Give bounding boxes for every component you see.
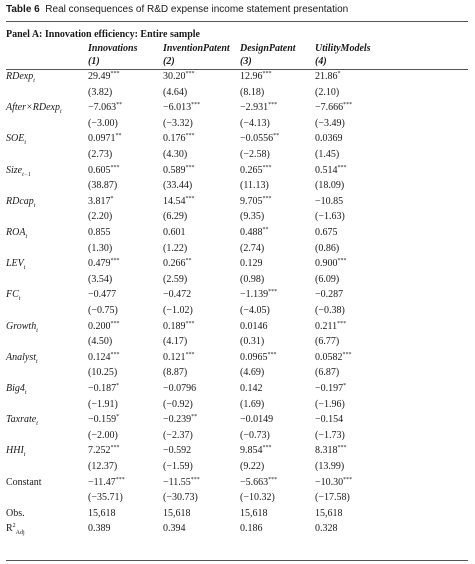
t-stat-cell: (−1.73) — [315, 429, 345, 441]
footer-cell: 0.394 — [163, 523, 186, 535]
t-stat-cell: (−1.59) — [163, 461, 193, 472]
row-label: Analyst$_t$ — [6, 351, 38, 365]
t-stat-cell: (4.69) — [240, 367, 265, 379]
coef-cell: −0.154 — [315, 414, 344, 426]
coef-cell: −7.666*** — [315, 102, 353, 114]
t-stat-cell: (1.69) — [240, 398, 265, 410]
t-stat-cell: (−0.73) — [240, 429, 270, 441]
coef-cell: 0.189*** — [163, 320, 195, 332]
coef-cell: −0.287 — [315, 289, 344, 301]
t-stat-cell: (−30.73) — [163, 492, 198, 504]
col-num-1: (1) — [88, 56, 100, 67]
t-stat-cell: (−4.13) — [240, 117, 270, 129]
col-num-2: (2) — [163, 56, 175, 67]
coef-cell: −0.0796 — [163, 383, 197, 394]
col-num-4: (4) — [315, 56, 327, 67]
t-stat-cell: (8.18) — [240, 86, 265, 98]
row-label: Obs. — [6, 507, 25, 519]
row-label: RDexp$_t$ — [6, 71, 35, 84]
coef-cell: 0.129 — [240, 258, 263, 270]
coef-cell: 0.211*** — [315, 320, 347, 332]
t-stat-cell: (11.13) — [240, 180, 269, 192]
t-stat-cell: (0.31) — [240, 336, 265, 348]
t-stat-cell: (−3.00) — [88, 117, 118, 129]
table-title: Real consequences of R&D expense income statement presentation — [45, 4, 349, 15]
coef-cell: 0.266** — [163, 258, 192, 270]
footer-cell: 0.389 — [88, 523, 111, 535]
footer-cell: 15,618 — [163, 507, 191, 519]
coef-cell: 3.817* — [88, 195, 114, 207]
coef-cell: 0.0582*** — [315, 351, 352, 363]
row-label: $HHI_t$ — [6, 445, 26, 459]
coef-cell: 0.0971** — [88, 133, 122, 145]
coef-cell: 0.176*** — [163, 133, 195, 145]
footer-cell: 0.186 — [240, 523, 263, 535]
t-stat-cell: (−2.58) — [240, 149, 270, 160]
coef-cell: 0.601 — [163, 227, 186, 238]
t-stat-cell: (12.37) — [88, 461, 118, 472]
coef-cell: −2.931*** — [240, 102, 278, 114]
t-stat-cell: (−10.32) — [240, 492, 275, 504]
t-stat-cell: (−35.71) — [88, 492, 123, 504]
coef-cell: −0.197* — [315, 383, 347, 394]
coef-cell: 0.855 — [88, 227, 111, 238]
t-stat-cell: (6.77) — [315, 336, 340, 348]
bottom-rule — [6, 560, 468, 561]
footer-cell: 0.328 — [315, 523, 338, 535]
t-stat-cell: (−2.37) — [163, 429, 193, 441]
col-header-utility-models: UtilityModels — [315, 43, 371, 54]
t-stat-cell: (3.82) — [88, 86, 113, 98]
row-label: $ROA_t$ — [6, 227, 28, 240]
coef-cell: 0.265*** — [240, 164, 272, 176]
t-stat-cell: (−1.96) — [315, 398, 345, 410]
coef-cell: 0.142 — [240, 383, 263, 394]
coef-cell: 0.488** — [240, 227, 269, 238]
row-label: $SOE_t$ — [6, 133, 27, 147]
coef-cell: −11.47*** — [88, 476, 125, 488]
footer-cell: 15,618 — [315, 507, 343, 519]
coef-cell: 0.124*** — [88, 351, 120, 363]
t-stat-cell: (10.25) — [88, 367, 118, 379]
row-label: Growth$_t$ — [6, 320, 38, 334]
t-stat-cell: (13.99) — [315, 461, 345, 472]
coef-cell: −0.187* — [88, 383, 120, 394]
row-label: $R^2_{Adj}$ — [6, 523, 25, 537]
coef-cell: 8.318*** — [315, 445, 347, 457]
t-stat-cell: (8.87) — [163, 367, 188, 379]
footer-cell: 15,618 — [240, 507, 268, 519]
t-stat-cell: (−3.32) — [163, 117, 193, 129]
coef-cell: −1.139*** — [240, 289, 278, 301]
t-stat-cell: (−1.63) — [315, 211, 345, 223]
coef-cell: −7.063** — [88, 102, 123, 114]
coef-cell: 0.0369 — [315, 133, 343, 145]
coef-cell: 7.252*** — [88, 445, 120, 457]
coef-cell: 0.121*** — [163, 351, 195, 363]
row-label: After×RDexp$_t$ — [6, 102, 62, 116]
coef-cell: 0.900*** — [315, 258, 347, 270]
coef-cell: −0.159* — [88, 414, 120, 426]
coef-cell: 9.705*** — [240, 195, 272, 207]
t-stat-cell: (−4.05) — [240, 305, 270, 316]
coef-cell: 29.49*** — [88, 71, 120, 82]
row-label: RDcap$_t$ — [6, 195, 36, 209]
coef-cell: −0.472 — [163, 289, 192, 301]
coef-cell: −0.0149 — [240, 414, 274, 426]
row-label: Constant — [6, 476, 42, 488]
coef-cell: −5.663*** — [240, 476, 278, 488]
coef-cell: 12.96*** — [240, 71, 272, 82]
t-stat-cell: (−1.02) — [163, 305, 193, 316]
coef-cell: 9.854*** — [240, 445, 272, 457]
t-stat-cell: (0.86) — [315, 242, 340, 254]
t-stat-cell: (6.87) — [315, 367, 340, 379]
col-header-design-patent: DesignPatent — [240, 43, 296, 54]
t-stat-cell: (2.74) — [240, 242, 265, 254]
t-stat-cell: (−2.00) — [88, 429, 118, 441]
col-header-invention-patent: InventionPatent — [163, 43, 230, 54]
row-label: Taxrate$_t$ — [6, 414, 38, 428]
coef-cell: −10.85 — [315, 195, 344, 207]
t-stat-cell: (6.29) — [163, 211, 188, 223]
table-number: Table 6 — [6, 4, 40, 15]
panel-title: Panel A: Innovation efficiency: Entire sample — [6, 29, 200, 40]
t-stat-cell: (2.20) — [88, 211, 113, 223]
t-stat-cell: (−0.92) — [163, 398, 193, 410]
coef-cell: 21.86* — [315, 71, 341, 82]
t-stat-cell: (9.35) — [240, 211, 265, 223]
coef-cell: −0.592 — [163, 445, 192, 457]
coef-cell: 30.20*** — [163, 71, 195, 82]
t-stat-cell: (9.22) — [240, 461, 265, 472]
row-label: $Big4_t$ — [6, 383, 27, 396]
coef-cell: 14.54*** — [163, 195, 195, 207]
t-stat-cell: (1.22) — [163, 242, 188, 254]
coef-cell: −10.30*** — [315, 476, 353, 488]
t-stat-cell: (−1.91) — [88, 398, 118, 410]
t-stat-cell: (2.10) — [315, 86, 340, 98]
t-stat-cell: (6.09) — [315, 273, 340, 285]
coef-cell: 0.200*** — [88, 320, 120, 332]
t-stat-cell: (3.54) — [88, 273, 113, 285]
coef-cell: 0.0146 — [240, 320, 268, 332]
footer-cell: 15,618 — [88, 507, 116, 519]
t-stat-cell: (1.30) — [88, 242, 113, 254]
row-label: $LEV_t$ — [6, 258, 26, 272]
coef-cell: −0.239** — [163, 414, 198, 426]
coef-cell: 0.479*** — [88, 258, 120, 270]
t-stat-cell: (33.44) — [163, 180, 193, 192]
coef-cell: −6.013*** — [163, 102, 201, 114]
row-label: Size$_{t-1}$ — [6, 164, 31, 178]
t-stat-cell: (−3.49) — [315, 117, 345, 129]
t-stat-cell: (2.73) — [88, 149, 113, 160]
t-stat-cell: (4.50) — [88, 336, 113, 348]
t-stat-cell: (18.09) — [315, 180, 345, 192]
coef-cell: 0.589*** — [163, 164, 195, 176]
t-stat-cell: (2.59) — [163, 273, 188, 285]
t-stat-cell: (1.45) — [315, 149, 340, 160]
coef-cell: −11.55*** — [163, 476, 200, 488]
col-header-innovations: Innovations — [88, 43, 138, 54]
t-stat-cell: (−17.58) — [315, 492, 350, 504]
coef-cell: 0.0965*** — [240, 351, 277, 363]
coef-cell: 0.605*** — [88, 164, 120, 176]
col-num-3: (3) — [240, 56, 252, 67]
t-stat-cell: (−0.38) — [315, 305, 345, 316]
t-stat-cell: (38.87) — [88, 180, 118, 192]
coef-cell: −0.0556** — [240, 133, 280, 145]
t-stat-cell: (4.30) — [163, 149, 188, 160]
t-stat-cell: (−0.75) — [88, 305, 118, 316]
coef-cell: −0.477 — [88, 289, 117, 301]
coef-cell: 0.675 — [315, 227, 338, 238]
t-stat-cell: (0.98) — [240, 273, 265, 285]
row-label: $FC_t$ — [6, 289, 21, 303]
t-stat-cell: (4.64) — [163, 86, 188, 98]
t-stat-cell: (4.17) — [163, 336, 188, 348]
coef-cell: 0.514*** — [315, 164, 347, 176]
